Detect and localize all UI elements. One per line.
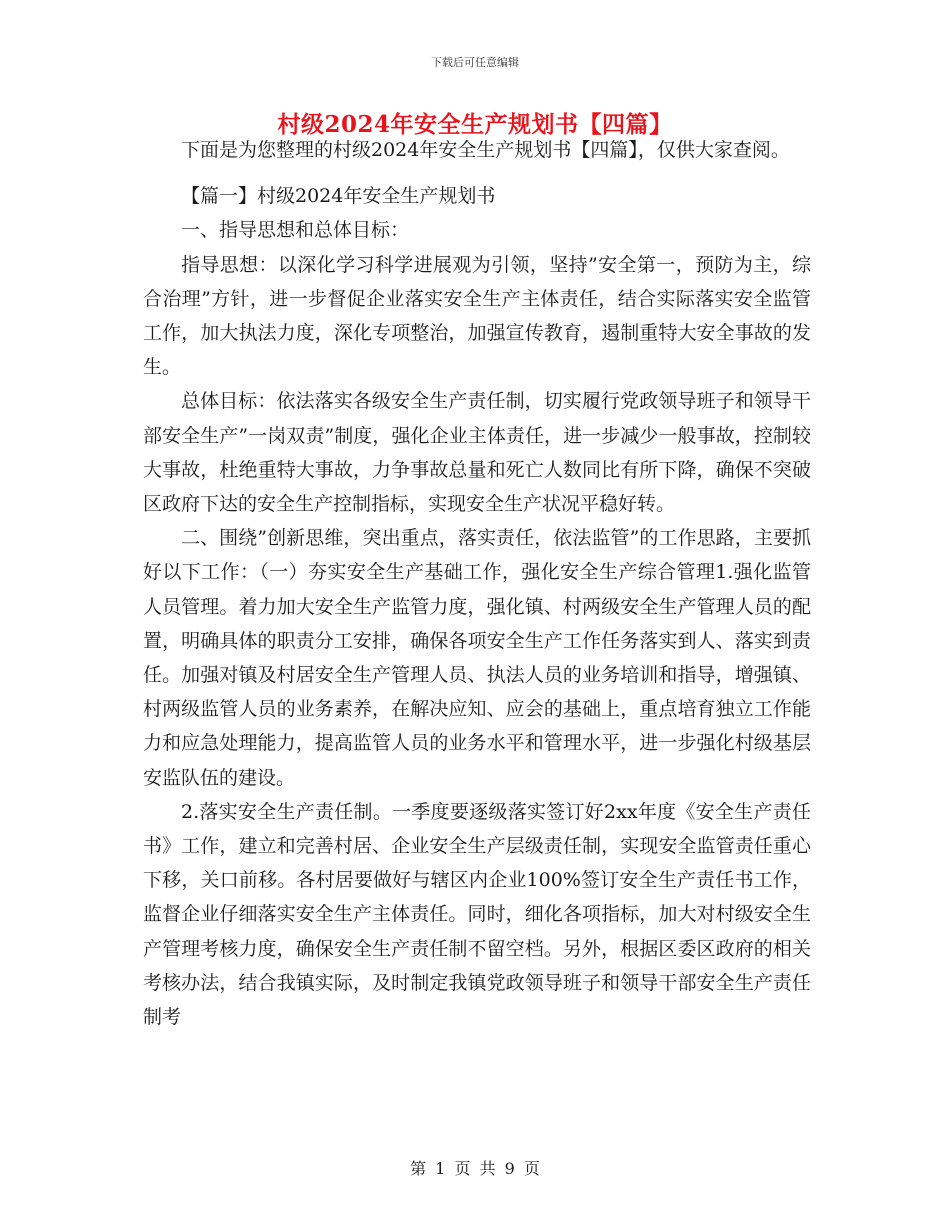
- page-header-note: 下载后可任意编辑: [431, 56, 519, 69]
- document-body: [143, 133, 811, 1034]
- subheading-guiding-thoughts: 一、指导思想和总体目标：: [181, 219, 410, 242]
- document-title: 村级2024年安全生产规划书【四篇】: [277, 111, 673, 138]
- page-footer: 第 1 页 共 9 页: [410, 1159, 540, 1178]
- paragraph-work-ideas: 二、围绕”创新思维，突出重点，落实责任，依法监管”的工作思路，主要抓好以下工作：（一）夯实安全生产基础工作，强化安全生产综合管理1.强化监管人员管理。着力加大安全生产监管力度，强化镇、村两级安全生产管理人员的配置，明确具体的职责分工安排，确保各项安全生产工作任务落实到人、落实到责任。加强对镇及村居安全生产管理人员、执法人员的业务培训和指导，增强镇、村两级监管人员的业务素养，在解决应知、应会的基础上，重点培育独立工作能力和应急处理能力，提高监管人员的业务水平和管理水平，进一步强化村级基层安监队伍的建设。: [143, 527, 811, 789]
- paragraph-overall-goals: 总体目标：依法落实各级安全生产责任制，切实履行党政领导班子和领导干部安全生产”一岗双责”制度，强化企业主体责任，进一步减少一般事故，控制较大事故，杜绝重特大事故，力争事故总量和死亡人数同比有所下降，确保不突破区政府下达的安全生产控制指标，实现安全生产状况平稳好转。: [143, 390, 811, 516]
- paragraph-responsibility-system: 2.落实安全生产责任制。一季度要逐级落实签订好2xx年度《安全生产责任书》工作，建立和完善村居、企业安全生产层级责任制，实现安全监管责任重心下移，关口前移。各村居要做好与辖区内企业100%签订安全生产责任书工作，监督企业仔细落实安全生产主体责任。同时，细化各项指标，加大对村级安全生产管理考核力度，确保安全生产责任制不留空档。另外，根据区委区政府的相关考核办法，结合我镇实际，及时制定我镇党政领导班子和领导干部安全生产责任制考: [143, 800, 811, 1029]
- section-heading-part-one: 【篇一】村级2024年安全生产规划书: [181, 185, 496, 208]
- paragraph-guiding-thoughts: 指导思想：以深化学习科学进展观为引领，坚持”安全第一，预防为主，综合治理”方针，进一步督促企业落实安全生产主体责任，结合实际落实安全监管工作，加大执法力度，深化专项整治，加强宣传教育，遏制重特大安全事故的发生。: [143, 253, 811, 379]
- intro-paragraph: 下面是为您整理的村级2024年安全生产规划书【四篇】，仅供大家查阅。: [181, 139, 790, 161]
